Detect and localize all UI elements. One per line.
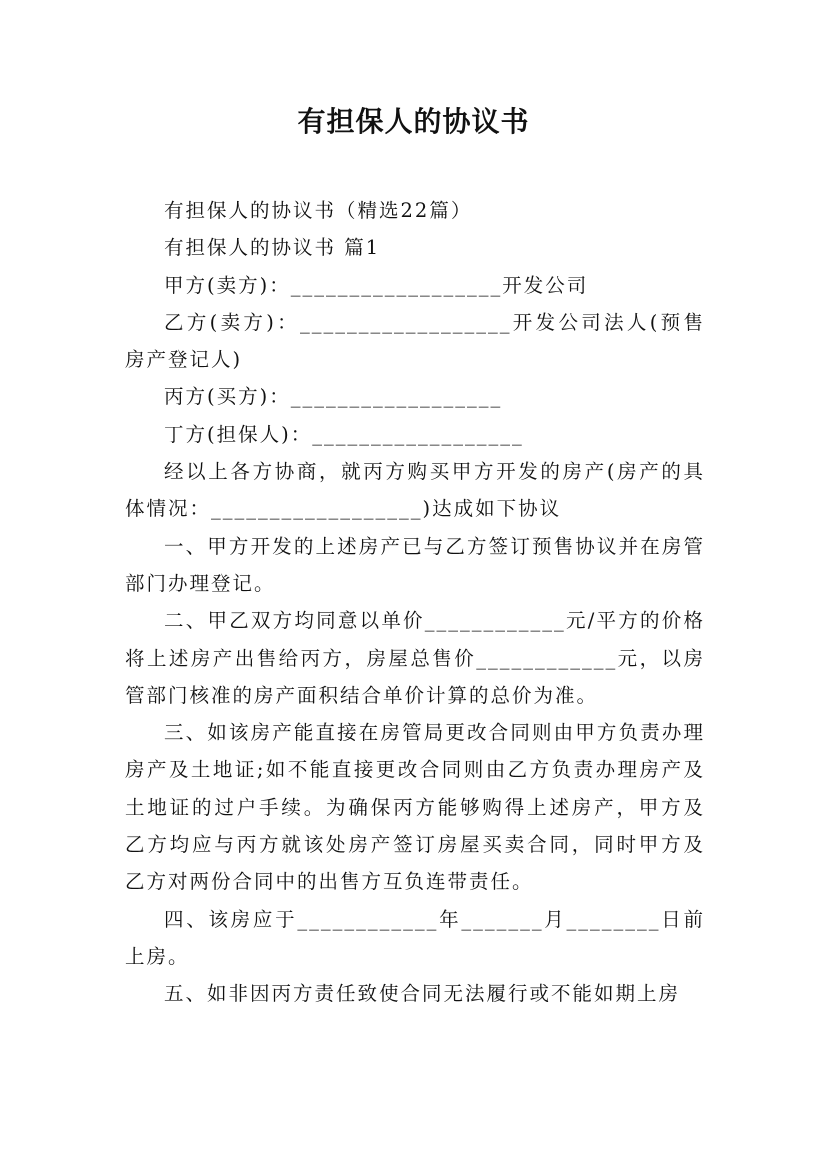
paragraph-party-a: 甲方(卖方)：__________________开发公司 xyxy=(164,273,589,297)
document-title: 有担保人的协议书 xyxy=(297,105,530,138)
paragraph-clause-2: 二、甲乙双方均同意以单价____________元/平方的价格将上述房产出售给丙方，房屋总售价____________元，以房管部门核准的房产面积结合单价计算的总价为准。 xyxy=(125,609,705,707)
paragraph-subtitle: 有担保人的协议书（精选22篇） xyxy=(164,199,473,222)
paragraph-party-c: 丙方(买方)：__________________ xyxy=(164,385,503,409)
document-body xyxy=(125,192,705,1013)
paragraph-preamble: 经以上各方协商，就丙方购买甲方开发的房产(房产的具体情况：__________________)达成如下协议 xyxy=(125,460,705,521)
paragraph-clause-5: 五、如非因丙方责任致使合同无法履行或不能如期上房 xyxy=(164,982,681,1006)
paragraph-party-b: 乙方(卖方)：__________________开发公司法人(预售房产登记人) xyxy=(125,310,705,372)
paragraph-clause-3: 三、如该房产能直接在房管局更改合同则由甲方负责办理房产及土地证;如不能直接更改合同则由乙方负责办理房产及土地证的过户手续。为确保丙方能够购得上述房产，甲方及乙方均应与丙方就该处房产签订房屋买卖合同，同时甲方及乙方对两份合同中的出售方互负连带责任。 xyxy=(125,721,705,894)
paragraph-section-heading: 有担保人的协议书 篇1 xyxy=(164,236,381,260)
paragraph-clause-1: 一、甲方开发的上述房产已与乙方签订预售协议并在房管部门办理登记。 xyxy=(125,534,705,595)
paragraph-clause-4: 四、该房应于____________年_______月________日前上房。 xyxy=(125,907,705,968)
paragraph-party-d: 丁方(担保人)：__________________ xyxy=(164,422,524,446)
